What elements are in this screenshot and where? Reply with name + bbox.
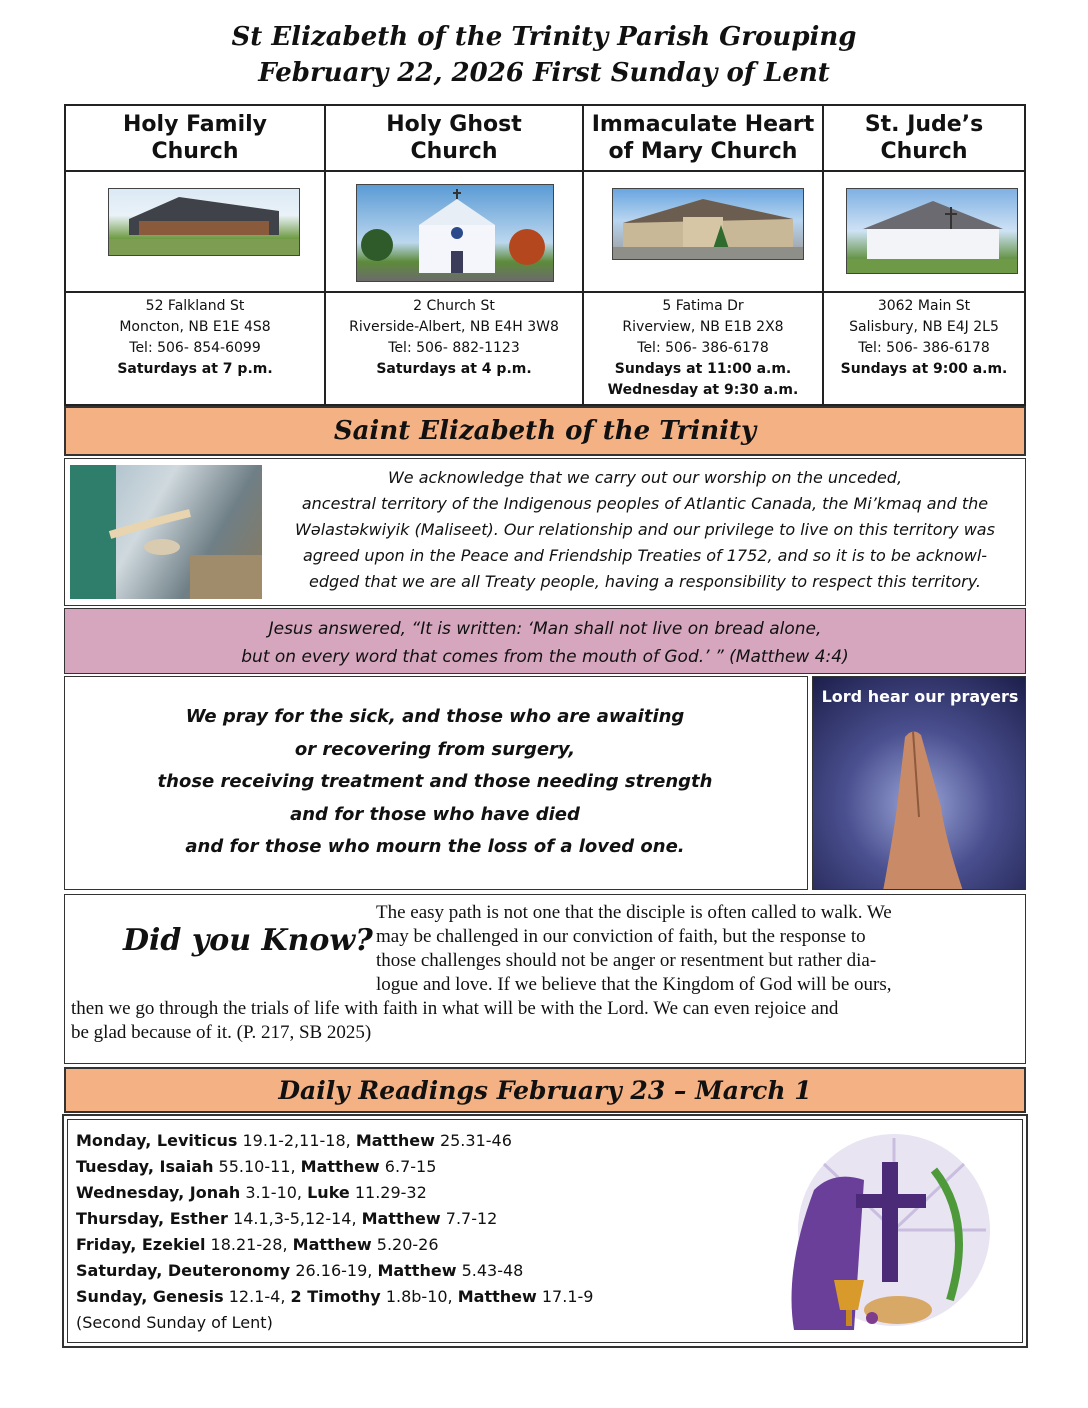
daily-readings-box — [62, 1114, 1028, 1348]
church-name-holy-family: Holy Family Church — [123, 112, 267, 164]
church-name-immaculate-heart: Immaculate Heart of Mary Church — [591, 112, 815, 164]
holy-ghost-church-photo — [356, 184, 554, 282]
prayer-intentions-box — [64, 676, 808, 890]
did-you-know-text-top: The easy path is not one that the disciple is often called to walk. We may be challenged in our conviction of faith, but the response to those challenges should not be anger or resentment but rather dia- logue and love. If we believe that the Kingdom of God will be ours, — [376, 902, 892, 995]
bulletin-title: St Elizabeth of the Trinity Parish Grouping — [231, 22, 857, 52]
church-name-holy-ghost: Holy Ghost Church — [386, 112, 522, 164]
prayer-intentions-text: We pray for the sick, and those who are awaiting or recovering from surgery, those receiving treatment and those needing strength and for those who have died and for those who mourn the loss of a loved one. — [157, 706, 713, 857]
lent-cross-chalice-image — [774, 1130, 1006, 1338]
reading-line: Friday, Ezekiel 18.21-28, Matthew 5.20-26 — [76, 1235, 439, 1254]
churches-table — [64, 104, 1026, 406]
daily-readings-list — [76, 1128, 716, 1336]
daily-readings-banner: Daily Readings February 23 – March 1 — [64, 1067, 1026, 1113]
acknowledgement-text: We acknowledge that we carry out our worship on the unceded, ancestral territory of the Indigenous peoples of Atlantic Canada, the Mi’kmaq and the Wəlastəkwiyik (Maliseet). Our relationship and our privilege to live on this territory was agreed upon in the Peace and Friendship Treaties of 1752, and so it is to be acknowl- edged that we are all Treaty people, having a responsibility to respect this territory. — [295, 468, 995, 591]
did-you-know-text-bottom: then we go through the trials of life with faith in what will be with the Lord. We can even rejoice and be glad because of it. (P. 217, SB 2025) — [71, 998, 839, 1043]
reading-line: Tuesday, Isaiah 55.10-11, Matthew 6.7-15 — [76, 1157, 437, 1176]
reading-line: Wednesday, Jonah 3.1-10, Luke 11.29-32 — [76, 1183, 427, 1202]
did-you-know-box — [64, 894, 1026, 1064]
church-info-holy-ghost: 2 Church St Riverside-Albert, NB E4H 3W8 Tel: 506- 882-1123 Saturdays at 4 p.m. — [349, 298, 559, 377]
bulletin-date: February 22, 2026 First Sunday of Lent — [258, 58, 830, 88]
church-info-st-judes: 3062 Main St Salisbury, NB E4J 2L5 Tel: 506- 386-6178 Sundays at 9:00 a.m. — [840, 298, 1008, 377]
scripture-quote: Jesus answered, “It is written: ‘Man shall not live on bread alone, but on every word that comes from the mouth of God.’ ” (Matthew 4:4) — [64, 608, 1026, 674]
reading-line: Saturday, Deuteronomy 26.16-19, Matthew 5.43-48 — [76, 1261, 524, 1280]
church-info-immaculate-heart: 5 Fatima Dr Riverview, NB E1B 2X8 Tel: 506- 386-6178 Sundays at 11:00 a.m. Wednesday at 9:30 a.m. — [607, 298, 799, 398]
reading-line: (Second Sunday of Lent) — [76, 1313, 273, 1332]
holy-family-church-photo — [108, 188, 300, 256]
did-you-know-title: Did you Know? — [123, 923, 373, 958]
st-judes-church-photo — [846, 188, 1018, 274]
feather-offering-image — [70, 465, 262, 599]
praying-hands-image — [812, 676, 1026, 890]
church-name-st-judes: St. Jude’s Church — [864, 112, 984, 164]
immaculate-heart-church-photo — [612, 188, 804, 260]
parish-banner: Saint Elizabeth of the Trinity — [64, 406, 1026, 456]
reading-line: Sunday, Genesis 12.1-4, 2 Timothy 1.8b-10, Matthew 17.1-9 — [76, 1287, 594, 1306]
land-acknowledgement-box — [64, 458, 1026, 606]
church-info-holy-family: 52 Falkland St Moncton, NB E1E 4S8 Tel: 506- 854-6099 Saturdays at 7 p.m. — [117, 298, 273, 377]
reading-line: Monday, Leviticus 19.1-2,11-18, Matthew 25.31-46 — [76, 1131, 512, 1150]
praying-hands-caption: Lord hear our prayers — [821, 687, 1019, 706]
reading-line: Thursday, Esther 14.1,3-5,12-14, Matthew 7.7-12 — [76, 1209, 498, 1228]
